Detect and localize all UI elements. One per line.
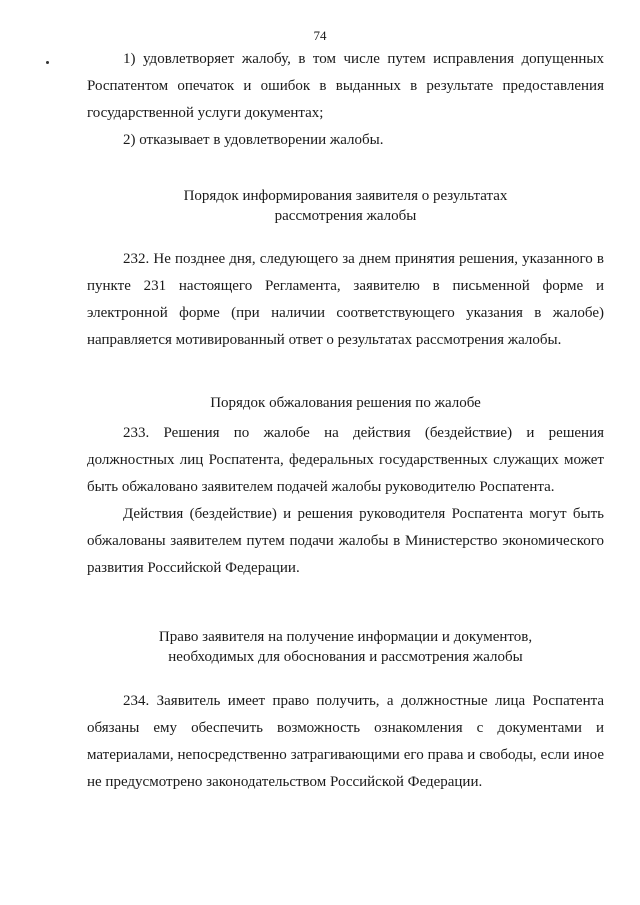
paragraph-234: 234. Заявитель имеет право получить, а должностные лица Роспатента обязаны ему обеспечить возможность ознакомления с документами и материалами, непосредственно затрагивающими его права и свободы, если иное не предусмотрено законодательством Российской Федерации. (87, 693, 604, 790)
list-item-1: 1) удовлетворяет жалобу, в том числе путем исправления допущенных Роспатентом опечаток и ошибок в выданных в результате предоставления государственной услуги документах; (87, 51, 604, 121)
heading-inform-line1: Порядок информирования заявителя о результатах (183, 188, 508, 204)
heading-inform-line2: рассмотрения жалобы (274, 208, 417, 224)
heading-appeal (87, 393, 604, 413)
heading-rights-line1: Право заявителя на получение информации и документов, (158, 629, 533, 645)
paragraph-233: 233. Решения по жалобе на действия (бездействие) и решения должностных лиц Роспатента, федеральных государственных служащих может быть обжаловано заявителем подачей жалобы руководителю Роспатента. (87, 425, 604, 495)
scan-dot (46, 61, 49, 64)
heading-rights (87, 627, 604, 667)
section-232 (87, 246, 604, 354)
page-number: 74 (313, 28, 327, 43)
heading-appeal-line: Порядок обжалования решения по жалобе (210, 395, 481, 411)
section-233 (87, 420, 604, 582)
list-item-2: 2) отказывает в удовлетворении жалобы. (123, 132, 384, 148)
heading-rights-line2: необходимых для обоснования и рассмотрения жалобы (168, 649, 523, 665)
heading-inform (87, 186, 604, 226)
section-234 (87, 688, 604, 796)
intro-block (87, 46, 604, 154)
paragraph-232: 232. Не позднее дня, следующего за днем принятия решения, указанного в пункте 231 настоящего Регламента, заявителю в письменной форме и электронной форме (при наличии соответствующего указания в жалобе) направляется мотивированный ответ о результатах рассмотрения жалобы. (87, 251, 604, 348)
paragraph-233-b: Действия (бездействие) и решения руководителя Роспатента могут быть обжалованы заявителем путем подачи жалобы в Министерство экономического развития Российской Федерации. (87, 506, 604, 576)
